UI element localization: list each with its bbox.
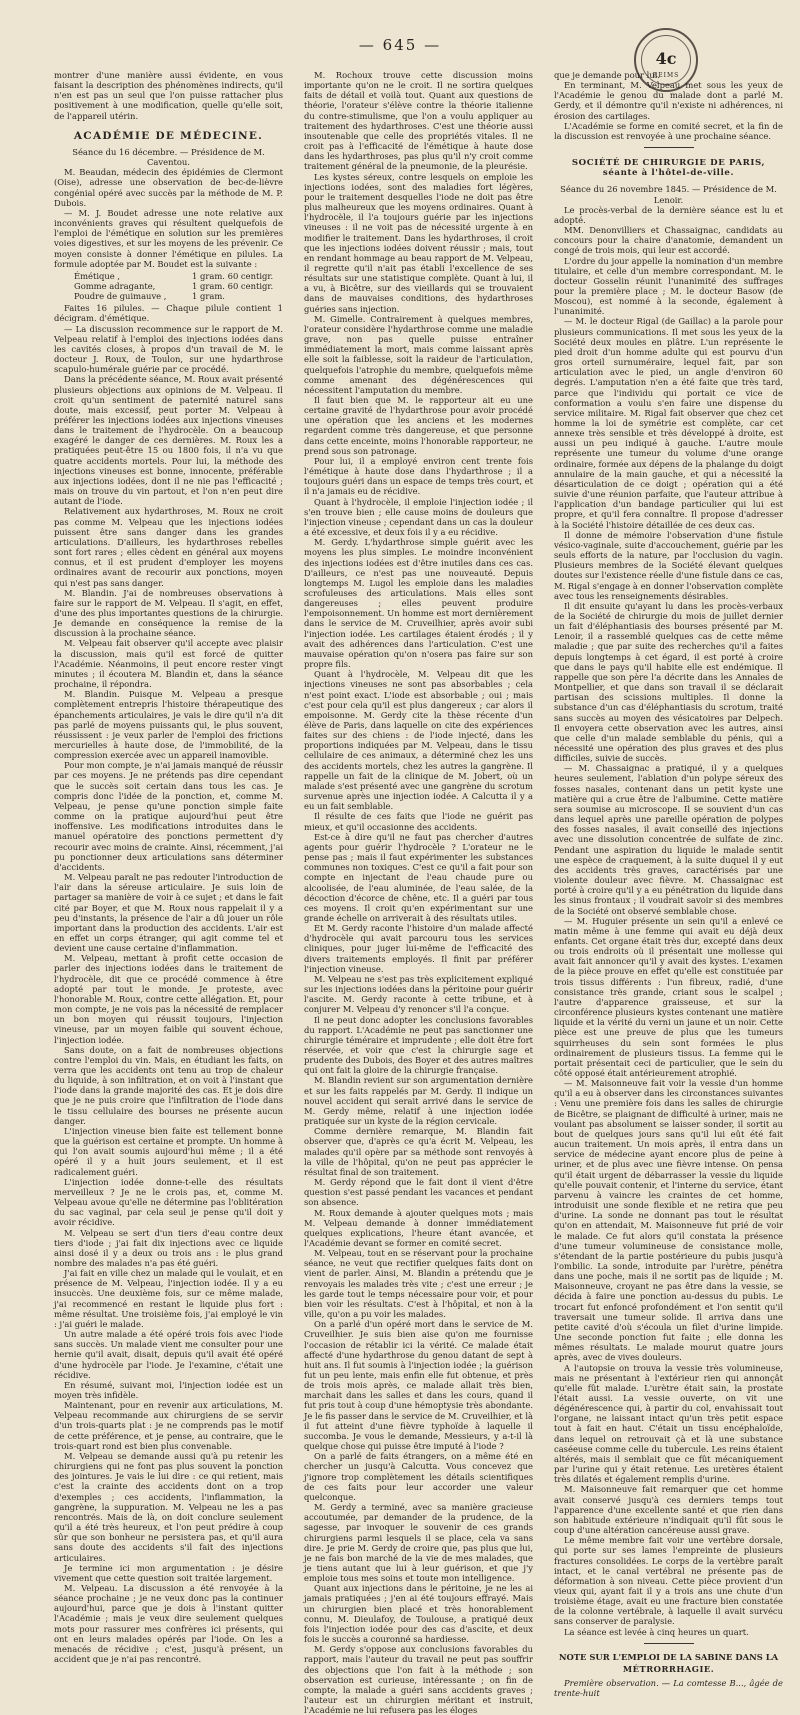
paragraph: M. Velpeau fait observer qu'il accepte avec plaisir la discussion, mais qu'il est forcé de quitter l'Académie. Néanmoins, il peut encore rester vingt minutes ; il écoutera M. Blandin et, dans la séance prochaine, il répondra. [54, 638, 283, 690]
formula-row: Gomme adragante, 1 gram. 60 centigr. [74, 280, 274, 291]
paragraph: J'ai fait en ville chez un malade qui le voulait, et en présence de M. Velpeau, l'injection iodée. Il y a eu insuccès. Une deuxième fois, sur ce même malade, j'ai recommencé en restant le liquide plus fort : même résultat. Une troisième fois, j'ai employé le vin : j'ai guéri le malade. [54, 1268, 283, 1329]
paragraph: M. Blandin. J'ai de nombreuses observations à faire sur le rapport de M. Velpeau. Il s'agit, en effet, d'une des plus importantes questions de la chirurgie. Je demande en conséquence la remise de la discussion à la prochaine séance. [54, 587, 283, 639]
page-number: — 645 — [358, 36, 442, 54]
paragraph: Il ne peut donc adopter les conclusions favorables du rapport. L'Académie ne peut pas sanctionner une chirurgie téméraire et imprudente ; elle doit être fort réservée, et voir que c'est la chirurgie sage et prudente des Dubois, des Boyer et des autres maîtres qui ont fait la gloire de la chirurgie française. [304, 1014, 533, 1076]
note-title: NOTE SUR L'EMPLOI DE LA SABINE DANS LA [558, 1651, 779, 1662]
paragraph: M. Gerdy répond que le fait dont il vient d'être question s'est passé pendant les vacances et pendant son absence. [304, 1177, 533, 1208]
paragraph: M. Velpeau, tout en se réservant pour la prochaine séance, ne veut que rectifier quelques faits dont on vient de parler. Ainsi, M. Blandin a prétendu que je renvoyais les malades très vite ; c'est une erreur ; je les garde tout le temps nécessaire pour voir, et pour bien voir les résultats. C'est à l'hôpital, et non à la ville, qu'on a pu voir les malades. [304, 1248, 533, 1320]
paragraph: L'injection vineuse bien faite est tellement bonne que la guérison est certaine et prompte. Un homme à qui l'on avait soumis aujourd'hui même ; il a été opéré il y a huit jours seulement, et il est radicalement guéri. [54, 1125, 283, 1177]
paragraph: M. Velpeau paraît ne pas redouter l'introduction de l'air dans la séreuse articulaire. Je suis loin de partager sa manière de voir à ce sujet ; et dans le fait cité par Boyer, et que M. Roux nous rappelait il y a peu d'instants, la présence de l'air a dû jouer un rôle important dans la production des accidents. L'air est en effet un corps étranger, qui agit comme tel et devient une cause certaine d'inflammation. [54, 872, 283, 954]
paragraph: M. Velpeau se demande aussi qu'à pu retenir les chirurgiens qui ne font pas plus souvent la ponction des jointures. Je vais le lui dire : ce qui retient, mais c'est la crainte des accidents dont on a trop d'exemples ; ces accidents, l'inflammation, la gangrène, la suppuration. M. Velpeau ne les a pas rencontrés. Mais de là, on doit conclure seulement qu'il a été très heureux, et l'on peut prédire à coup sûr que son bonheur ne persistera pas, et qu'il aura sans doute des accidents s'il fait des injections articulaires. [54, 1450, 283, 1563]
paragraph: M. Velpeau, mettant à profit cette occasion de parler des injections iodées dans le traitement de l'hydrocèle, dit que ce procédé commence à être adopté par tout le monde. Je proteste, avec l'honorable M. Roux, contre cette allégation. Et, pour mon compte, je ne vois pas la nécessité de remplacer un bon moyen qui réussit toujours, l'injection vineuse, par un moyen faible qui souvent échoue, l'injection iodée. [54, 953, 283, 1045]
paragraph: — M. J. Boudet adresse une note relative aux inconvénients graves qui résultent quelquefois de l'emploi de l'émétique en solution sur les premières voies digestives, et sur les moyens de les prévenir. Ce moyen consiste à donner l'émétique en pilules. La formule adoptée par M. Boudet est la suivante : [54, 207, 283, 269]
paragraph: M. Blandin revient sur son argumentation dernière et sur les faits rappelés par M. Gerdy. Il indique un nouvel accident qui serait arrivé dans le service de M. Gerdy même, relatif à une injection iodée pratiquée sur un kyste de la région cervicale. [304, 1075, 533, 1127]
formula-row: Poudre de guimauve , 1 gram. [74, 291, 225, 302]
paragraph: En terminant, M. Velpeau met sous les yeux de l'Académie le genou du malade dont a parlé M. Gerdy, et il démontre qu'il n'existe ni adhérences, ni érosion des cartilages. [554, 80, 783, 121]
paragraph: M. Roux demande à ajouter quelques mots ; mais M. Velpeau demande à donner immédiatement quelques explications, l'heure étant avancée, et l'Académie devant se former en comité secret. [304, 1207, 533, 1248]
paragraph: Pour lui, il a employé environ cent trente fois l'émétique à haute dose dans l'hydarthrose ; il a toujours guéri dans un espace de temps très court, et il n'a jamais eu de récidive. [304, 455, 533, 497]
paragraph: — La discussion recommence sur le rapport de M. Velpeau relatif à l'emploi des injections iodées dans les cavités closes, à propos d'un travail de M. le docteur J. Roux, de Toulon, sur une hydarthrose scapulo-humérale guérie par ce procédé. [54, 323, 283, 375]
paragraph: M. Gimelle. Contrairement à quelques membres, l'orateur considère l'hydarthrose comme une maladie grave, non pas quelle puisse entraîner immédiatement la mort, mais comme laissant après elle soit la faiblesse, soit la raideur de l'articulation, quelquefois l'atrophie du membre, quelquefois même comme amenant des dégénérescences qui nécessitent l'amputation du membre. [304, 313, 533, 395]
paragraph: Le procès-verbal de la dernière séance est lu et adopté. [554, 204, 783, 225]
paragraph: Comme dernière remarque, M. Blandin fait observer que, d'après ce qu'a écrit M. Velpeau, les malades qu'il opère par sa méthode sont renvoyés à la ville de l'hôpital, qu'on ne peut pas apprécier le résultat final de son traitement. [304, 1126, 533, 1177]
paragraph: En résumé, suivant moi, l'injection iodée est un moyen très infidèle. [54, 1379, 283, 1400]
paragraph: M. Velpeau se sert d'un tiers d'eau contre deux tiers d'iode ; j'ai fait dix injections avec ce liquide ainsi dosé il y a deux ou trois ans : le plus grand nombre des malades n'a pas été guéri. [54, 1227, 283, 1268]
paragraph: Quant à l'hydrocèle, il emploie l'injection iodée ; il s'en trouve bien ; elle cause moins de douleurs que l'injection vineuse ; cependant dans un cas la douleur a été excessive, et deux fois il y a eu récidive. [304, 496, 533, 538]
paragraph: MM. Denonvilliers et Chassaignac, candidats au concours pour la chaire d'anatomie, demandent un congé de trois mois, qui leur est accordé. [554, 225, 783, 256]
paragraph: Est-ce à dire qu'il ne faut pas chercher d'autres agents pour guérir l'hydrocèle ? L'orateur ne le pense pas ; mais il faut expérimenter les substances communes non toxiques. C'est ce qu'il a fait pour son compte en injectant de l'eau chaude pure ou alcoolisée, de l'eau aluminée, de l'eau salée, de la décoction d'écorce de chêne, etc. Il a guéri par tous ces moyens. Il croit qu'en expérimentant sur une grande échelle on arriverait à des résultats utiles. [304, 831, 533, 923]
stamp-city: REIMS [652, 72, 680, 79]
stamp-value: 4c [655, 49, 677, 68]
paragraph: A l'autopsie on trouva la vessie très volumineuse, mais ne présentant à l'extérieur rien qui annonçât qu'elle fût malade. L'urètre était sain, la prostate l'était aussi. La vessie ouverte, on vit une dégénérescence qui, à partir du col, envahissait tout l'organe, ne laissant intact qu'un très petit espace tout à fait en haut. C'était un tissu encéphaloïde, dans lequel on retrouvait çà et là une substance caséeuse comme celle du tubercule. Les reins étaient altérés, mais il semblait que ce fût mécaniquement par l'urine qui y était retenue. Les uretères étaient très dilatés et également remplis d'urine. [554, 1362, 783, 1485]
paragraph: — M. Chassaignac a pratiqué, il y a quelques heures seulement, l'ablation d'un polype séreux des fosses nasales, contenant dans un petit kyste une matière qui a crue être de l'albumine. Cette matière sera soumise au microscope. Il se souvient d'un cas dans lequel après une pareille opération de polypes des fosses nasales, il avait conseillé des injections avec une dissolution concentrée de sulfate de zinc. Pendant une aspiration du liquide le malade sentit une espèce de craquement, à la suite duquel il y eut des accidents très graves, caractérisés par une violente douleur avec fièvre. M. Chassaignac est porté à croire qu'il y a eu pénétration du liquide dans les sinus frontaux ; il voudrait savoir si des membres de la Société ont observé semblable chose. [554, 763, 783, 916]
paragraph: On a parlé d'un opéré mort dans le service de M. Cruveilhier. Je suis bien aise qu'on me fournisse l'occasion de rétablir ici la vérité. Ce malade était affecté d'une hydarthrose du genou datant de sept à huit ans. Il fut soumis à l'injection iodée ; la guérison fut un peu lente, mais enfin elle fut obtenue, et près de trois mois après, ce malade allait très bien, marchait dans les salles et dans les cours, quand il fut pris tout à coup d'une hémoptysie très abondante. Je le fis passer dans le service de M. Cruveilhier, et là il fut atteint d'une fièvre typhoïde à laquelle il succomba. Je vous le demande, Messieurs, y a-t-il là quelque chose qui puisse être imputé à l'iode ? [304, 1319, 533, 1452]
article-columns [54, 70, 784, 1715]
paragraph: Il dit ensuite qu'ayant lu dans les procès-verbaux de la Société de chirurgie du mois de juillet dernier un fait d'éléphantiasis des bourses présenté par M. Lenoir, il a rassemblé quelques cas de cette même maladie ; que par suite des recherches qu'il a faites depuis longtemps à cet égard, il est porté à croire que dans le pays qu'il habite elle est endémique. Il rappelle que son père l'a décrite dans les Annales de Montpellier, et que dans son travail il se déclarait partisan des scissions multiples. Il donne la substance d'un cas d'éléphantiasis du scrotum, traité sans succès au moyen des vésicatoires par Delpech. Il envoyera cette observation avec les autres, ainsi que celle d'un malade semblable du pénis, qui a nécessité une opération des plus graves et des plus difficiles, suivie de succès. [554, 600, 783, 764]
paragraph: M. Velpeau. La discussion a été renvoyée à la séance prochaine ; je ne veux donc pas la continuer aujourd'hui, parce que je dois à l'instant quitter l'Académie ; mais je veux dire seulement quelques mots pour rassurer mes confrères ici présents, qui ont en leurs malades opérés par l'iode. On les a menacés de récidive ; c'est, jusqu'à présent, un accident que je n'ai pas rencontré. [54, 1582, 283, 1665]
paragraph: L'ordre du jour appelle la nomination d'un membre titulaire, et celle d'un membre correspondant. M. le docteur Gosselin réunit l'unanimité des suffrages pour la première place ; M. le docteur Basow (de Moscou), est nommé à la seconde, également à l'unanimité. [554, 255, 783, 317]
paragraph: — M. Maisonneuve fait voir la vessie d'un homme qu'il a eu à observer dans les circonstances suivantes : Venu une première fois dans les salles de chirurgie de Bicêtre, se plaignant de difficulté à uriner, mais ne voulant pas absolument se laisser sonder, il sortit au bout de quelques jours sans qu'il lui eût été fait aucun traitement. Un mois après, il entra dans un service de médecine ayant encore plus de peine à uriner, et de plus avec une fièvre intense. On pensa qu'il était urgent de débarrasser la vessie du liquide qu'elle pouvait contenir, et l'interne du service, étant parvenu à vaincre les craintes de cet homme, introduisit une sonde flexible et ne retira que peu d'urine. La sonde ne donnant pas tout le résultat qu'on en attendait, M. Maisonneuve fut prié de voir le malade. Ce fut alors qu'il constata la présence d'une tumeur volumineuse de consistance molle, s'étendant de la partie postérieure du pubis jusqu'à l'ombilic. La sonde, introduite par l'urètre, pénétra dans une poche, mais il ne sortit pas de liquide ; M. Maisonneuve, croyant ne pas être dans la vessie, se décida à faire une ponction au-dessus du pubis. Le trocart fut enfoncé profondément et l'on sentit qu'il traversait une tumeur solide. Il arriva dans une petite cavité d'où s'écoula un filet d'urine limpide. Une seconde ponction fut faite ; elle donna les mêmes résultats. Le malade mourut quatre jours après, avec de vives douleurs. [554, 1078, 783, 1363]
paragraph: Quant aux injections dans le péritoine, je ne les ai jamais pratiquées ; j'en ai été toujours effrayé. Mais un chirurgien bien placé et très honorablement connu, M. Dieulafoy, de Toulouse, a pratiqué deux fois l'injection iodée pour des cas d'ascite, et deux fois le succès a couronné sa hardiesse. [304, 1583, 533, 1645]
societe-title: SOCIÉTÉ DE CHIRURGIE DE PARIS, séante à l'hôtel-de-ville. [571, 158, 766, 179]
paragraph: Il résulte de ces faits que l'iode ne guérit pas mieux, et qu'il occasionne des accidents. [304, 811, 533, 832]
paragraph: Dans la précédente séance, M. Roux avait présenté plusieurs objections aux opinions de M. Velpeau. Il croit qu'un sentiment de paternité naturel sans doute, mais excessif, peut porter M. Velpeau à préférer les injections iodées aux injections vineuses dans le traitement de l'hydrocèle. On a beaucoup exagéré le danger de ces dernières. M. Roux les a pratiquées peut-être 15 ou 1800 fois, il n'a vu que quatre accidents mortels. Pour lui, la méthode des injections vineuses est bonne, innocente, préférable aux injections iodées, dont il ne nie pas l'efficacité ; mais on trouve du vin partout, et l'on n'en peut dire autant de l'iode. [54, 374, 283, 507]
column-3 [554, 70, 783, 1699]
paragraph: Je termine ici mon argumentation : je désire vivement que cette question soit traitée largement. [54, 1562, 283, 1583]
note-subtitle: MÉTRORRHAGIE. [622, 1663, 715, 1674]
column-2 [304, 70, 533, 1715]
academie-title: ACADÉMIE DE MÉDECINE. [73, 129, 264, 142]
observation-start: Première observation. — La comtesse B..., âgée de trente-huit [554, 1678, 783, 1699]
pill-formula [74, 271, 283, 301]
formula-end: Faites 16 pilules. — Chaque pilule contient 1 décigram. d'émétique. [54, 303, 283, 324]
paragraph: M. Gerdy. L'hydarthrose simple guérit avec les moyens les plus simples. Le moindre inconvénient des injections iodées est d'être inutiles dans ces cas. D'ailleurs, ce n'est pas une nouveauté. Depuis longtemps M. Lugol les emploie dans les maladies scrofuleuses des articulations. Mais elles sont dangereuses ; elles peuvent produire l'empoisonnement. Un homme est mort dernièrement dans le service de M. Cruveilhier, après avoir subi l'injection iodée. Les cartilages étaient érodés ; il y avait des adhérences dans l'articulation. C'est une mauvaise opération qu'on n'osera pas faire sur son propre fils. [304, 537, 533, 670]
paragraph: M. Blandin. Puisque M. Velpeau a presque complètement entrepris l'histoire thérapeutique des épanchements articulaires, je vais le dire qu'il n'a dit pas parlé de moyens puissants qui, le plus souvent, réussissent : je veux parler de l'emploi des frictions mercurielles à haute dose, de l'immobilité, de la compression exercée avec un appareil inamovible. [54, 689, 283, 761]
societe-seance: Séance du 26 novembre 1845. — Présidence de M. Lenoir. [560, 184, 777, 205]
paragraph: — M. Huguier présente un sein qu'il a enlevé ce matin même à une femme qui avait eu déjà deux enfants. Cet organe était très dur, excepté dans deux ou trois endroits où il présentait une mollesse qui avait fait annoncer qu'il y avait des kystes. L'examen de la pièce prouve en effet qu'elle est constituée par trois tissus différents : l'un fibreux, radié, d'une consistance très grande, criant sous le scalpel ; l'autre d'apparence graisseuse, et sur la circonférence plusieurs kystes contenant une matière liquide et la vérité du verni un jaune et un noir. Cette pièce est une preuve de plus que les tumeurs squirrheuses du sein sont formées le plus ordinairement de plusieurs tissus. La femme qui le portait présentait ceci de particulier, que le sein du côté opposé était antérieurement atrophié. [554, 915, 783, 1078]
paragraph: M. Velpeau ne s'est pas très explicitement expliqué sur les injections iodées dans la péritoine pour guérir l'ascite. M. Gerdy raconte à cette tribune, et à conjurer M. Velpeau d'y renoncer s'il l'a conçue. [304, 973, 533, 1015]
divider [644, 1643, 694, 1644]
divider [644, 147, 694, 148]
paragraph: Un autre malade a été opéré trois fois avec l'iode sans succès. Un malade vient me consulter pour une hernie qu'il avait, disait, depuis qu'il avait été opéré d'une hydrocèle par l'iode. Je l'examine, c'était une récidive. [54, 1329, 283, 1380]
paragraph: L'Académie se forme en comité secret, et la fin de la discussion est renvoyée à une prochaine séance. [554, 120, 783, 141]
paragraph: — M. le docteur Rigal (de Gaillac) a la parole pour plusieurs communications. Il met sous les yeux de la Société deux moules en plâtre. L'un représente le pied droit d'un homme adulte qui est pourvu d'un gros orteil surnuméraire, lequel fait, par son articulation avec le pied, un angle d'environ 60 degrés. L'amputation n'en a été faite que très tard, parce que l'individu qui portait ce vice de conformation a voulu s'en faire une dispense du service militaire. M. Rigal fait observer que chez cet homme la loi de symétrie est complète, car cet annexe très sensible et très développé à droite, est aussi un peu indiqué à gauche. L'autre moule représente une tumeur du volume d'une orange ordinaire, formée aux dépens de la phalange du doigt annulaire de la main gauche, et qui a nécessité la désarticulation de ce doigt ; opération qui a été suivie d'une réunion parfaite, que l'auteur attribue à l'application d'un bandage particulier qui lui est propre, et qu'il fera connaître. Il propose d'adresser à la Société l'histoire détaillée de ces deux cas. [554, 316, 783, 530]
paragraph: Sans doute, on a fait de nombreuses objections contre l'emploi du vin. Mais, en étudiant les faits, on verra que les accidents ont tenu au trop de chaleur du liquide, à son infiltration, et on voit à l'instant que l'iode dans la grande majorité des cas. Et je dois dire que je ne puis croire que l'infiltration de l'iode dans le tissu cellulaire des bourses ne présente aucun danger. [54, 1044, 283, 1126]
paragraph: Et M. Gerdy raconte l'histoire d'un malade affecté d'hydrocèle qui avait parcouru tous les services cliniques, pour juger lui-même de l'efficacité des divers traitements employés. Il finit par préférer l'injection vineuse. [304, 923, 533, 974]
column-1 [54, 70, 283, 1665]
paragraph: que je demande pour lui. [554, 70, 661, 80]
paragraph: M. Beaudan, médecin des épidémies de Clermont (Oise), adresse une observation de bec-de-lièvre congénial opéré avec succès par la méthode de M. P. Dubois. [54, 167, 283, 208]
paragraph: M. Rochoux trouve cette discussion moins importante qu'on ne le croit. Il ne sortira quelques faits de détail et voilà tout. Quant aux questions de théorie, l'orateur s'élève contre la théorie italienne du contre-stimulisme, que l'on a voulu appliquer au traitement des hydarthroses. C'est une théorie aussi insoutenable que celle des propriétés vitales. Il ne croit pas à l'efficacité de l'émétique à haute dose dans les hydarthroses, pas plus qu'il n'y croit comme traitement général de la pneumonie, de la pleurésie. [304, 70, 533, 172]
intro-paragraph: montrer d'une manière aussi évidente, en vous faisant la description des phénomènes indirects, qu'il n'en est pas un seul que l'on puisse rattacher plus positivement à une modification, quelle qu'elle soit, de l'appareil utérin. [54, 70, 283, 121]
formula-row: Émétique , 1 gram. 60 centigr. [74, 270, 274, 281]
paragraph: Relativement aux hydarthroses, M. Roux ne croit pas comme M. Velpeau que les injections iodées puissent être sans danger dans les grandes articulations. D'ailleurs, les hydarthroses rebelles sont fort rares ; elles cèdent en général aux moyens connus, et il est prudent d'employer les moyens ordinaires avant de recourir aux ponctions, moyen qui n'est pas sans danger. [54, 506, 283, 588]
paragraph: La séance est levée à cinq heures un quart. [564, 1626, 749, 1637]
academie-seance: Séance du 16 décembre. — Présidence de M. Caventou. [72, 146, 265, 168]
paragraph: Pour mon compte, je n'ai jamais manqué de réussir par ces moyens. Je ne prétends pas dire cependant que le succès soit certain dans tous les cas. Je compris donc l'idée de la ponction, et, comme M. Velpeau, je pense qu'une ponction simple faite comme on la pratique aujourd'hui peut être inoffensive. Les modifications introduites dans le manuel opératoire des ponctions permettent d'y recourir avec moins de crainte. Ainsi, récemment, j'ai pu ponctionner deux articulations sans déterminer d'accidents. [54, 760, 283, 872]
paragraph: Il donne de mémoire l'observation d'une fistule vésico-vaginale, suite d'accouchement, guérie par les seuls efforts de la nature, par l'occlusion du vagin. Plusieurs membres de la Société élevant quelques doutes sur l'existence réelle d'une fistule dans ce cas, M. Rigal s'engage à en donner l'observation complète avec tous les renseignements désirables. [554, 529, 783, 601]
paragraph: On a parlé de faits étrangers, on a même été en chercher un jusqu'à Calcutta. Vous concevez que j'ignore trop complètement les détails scientifiques de ces faits pour leur accorder une valeur quelconque. [304, 1451, 533, 1502]
paragraph: M. Gerdy a terminé, avec sa manière gracieuse accoutumée, par demander de la prudence, de la sagesse, par invoquer le souvenir de ces grands chirurgiens parmi lesquels il se place, cela va sans dire. Je prie M. Gerdy de croire que, pas plus que lui, je ne fais bon marché de la vie de mes malades, que je tiens autant que lui à leur guérison, et que j'y emploie tous mes soins et toute mon intelligence. [304, 1502, 533, 1584]
paragraph: Il faut bien que M. le rapporteur ait eu une certaine gravité de l'hydarthrose pour avoir procédé une opération que les anciens et les modernes regardent comme très dangereuse, et que personne dans cette enceinte, moins l'honorable rapporteur, ne prend sous son patronage. [304, 395, 533, 456]
paragraph: L'injection iodée donne-t-elle des résultats merveilleux ? Je ne le crois pas, et, comme M. Velpeau avoue qu'elle ne détermine pas l'oblitération du sac vaginal, par cela seul je pense qu'il doit y avoir récidive. [54, 1176, 283, 1228]
paragraph: M. Maisonneuve fait remarquer que cet homme avait conservé jusqu'à ces derniers temps tout l'apparence d'une excellente santé et que rien dans son habitude extérieure n'indiquait qu'il fût sous le coup d'une altération cancéreuse aussi grave. [554, 1484, 783, 1536]
paragraph: Quant à l'hydrocèle, M. Velpeau dit que les injections vineuses ne sont pas absorbables ; cela n'est point exact. L'iode est absorbable ; oui ; mais c'est pour cela qu'il est plus dangereux ; car alors il empoisonne. M. Gerdy cite la thèse récente d'un élève de Paris, dans laquelle on cite des expériences faites sur des chiens : de l'iode injecté, dans les proportions indiquées par M. Velpeau, dans le tissu cellulaire de ces animaux, a déterminé chez les uns des accidents mortels, chez les autres la gangrène. Il rappelle un fait de la clinique de M. Jobert, où un malade s'est présenté avec une gangrène du scrotum survenue après une injection iodée. A Calcutta il y a eu un fait semblable. [304, 669, 533, 812]
paragraph: Maintenant, pour en revenir aux articulations, M. Velpeau recommande aux chirurgiens de se servir d'un trois-quarts plat : je ne comprends pas le motif de cette préférence, et je pense, au contraire, que le trois-quart rond est bien plus convenable. [54, 1400, 283, 1451]
paragraph: Le même membre fait voir une vertèbre dorsale, qui porte sur ses lames l'empreinte de plusieurs fractures consolidées. Le corps de la vertèbre paraît intact, et le canal vertébral ne présente pas de déformation à son niveau. Cette pièce provient d'un vieux qui, ayant fait il y a trois ans une chute d'un troisième étage, avait eu une fracture bien constatée de la colonne vertébrale, à laquelle il avait survécu sans conserver de paralysie. [554, 1535, 783, 1627]
paragraph: M. Gerdy s'oppose aux conclusions favorables du rapport, mais l'auteur du travail ne peut pas souffrir des objections que l'on fait à la méthode ; son observation est curieuse, intéressante ; on fin de compte, la malade a guéri sans accidents graves ; l'auteur est un chirurgien méritant et instruit, l'Académie ne lui refusera pas les éloges [304, 1644, 533, 1715]
paragraph: Les kystes séreux, contre lesquels on emploie les injections iodées, sont des maladies fort légères, pour le traitement desquelles l'iode ne doit pas être plus malheureux que les moyens ordinaires. Quant à l'hydrocèle, il l'a toujours guérie par les injections vineuses : il ne voit pas de nécessité urgente à en modifier le traitement. Dans les hydarthroses, il croit que les injections iodées doivent réussir ; mais, tout en rendant hommage au beau rapport de M. Velpeau, il regrette qu'il n'ait pas établi l'excellence de ses résultats sur une statistique complète. Quant à lui, il a vu, à Bicêtre, sur des vieillards qui se trouvaient dans de mauvaises conditions, des hydarthroses guéries sans injection. [304, 171, 533, 314]
